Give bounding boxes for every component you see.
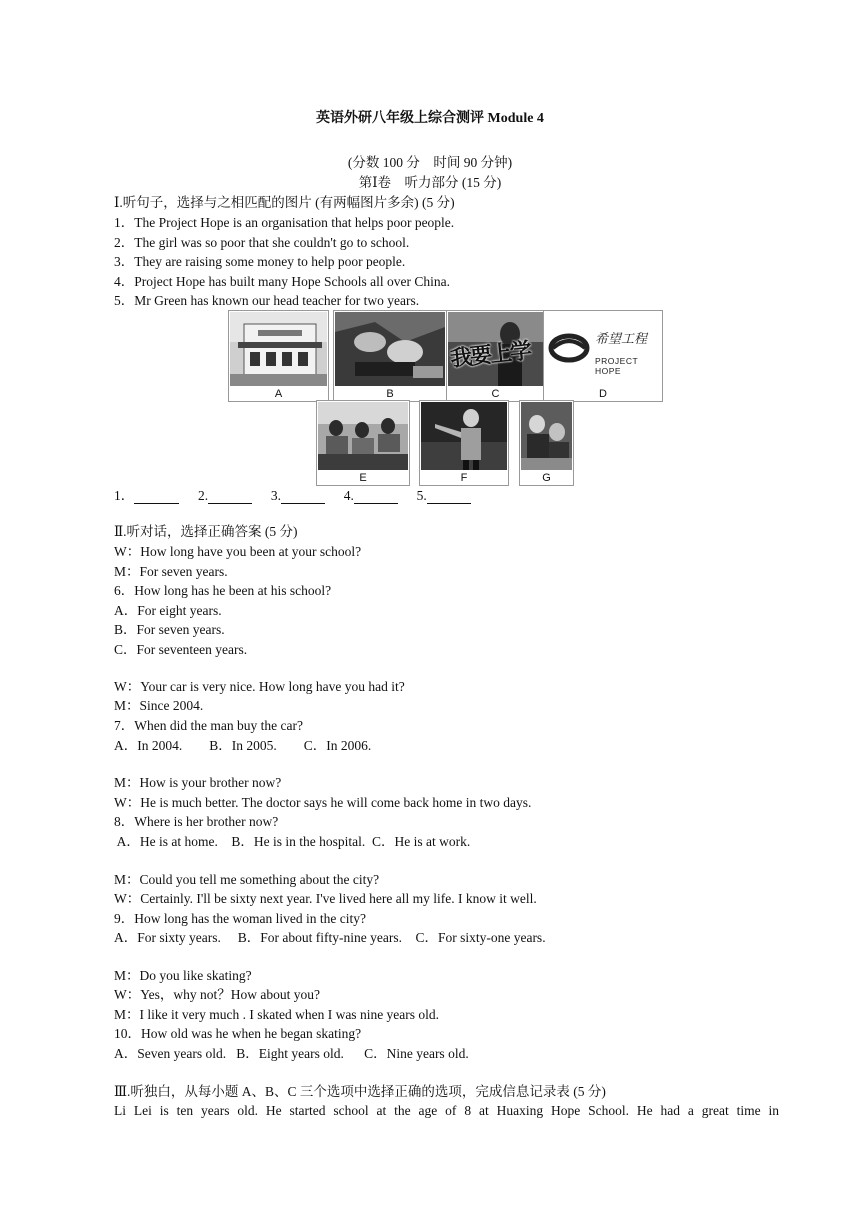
picture-g — [519, 400, 574, 486]
score-time-info: (分数 100 分 时间 90 分钟) — [347, 155, 513, 170]
picture-d — [543, 310, 663, 402]
picture-a-label: A — [274, 388, 283, 400]
classroom-image — [318, 402, 408, 470]
sentence-3: 3．They are raising some money to help poor people. — [114, 254, 406, 269]
donation-image — [335, 312, 445, 386]
child-studying-image — [521, 402, 572, 470]
section3-heading: Ⅲ.听独白，从每小题 A、B、C 三个选项中选择正确的选项，完成信息记录表 (5 分) — [114, 1084, 606, 1099]
question-9: 9．How long has the woman lived in the city? — [114, 911, 366, 926]
answer-3-blank[interactable] — [281, 490, 325, 504]
sentence-2: 2．The girl was so poor that she couldn't go to school. — [114, 235, 410, 250]
question-7: 7．When did the man buy the car? — [114, 718, 303, 733]
option-line: A．For sixty years. B．For about fifty-nine years. C．For sixty-one years. — [114, 930, 546, 945]
picture-e-label: E — [359, 472, 367, 484]
answer-1-number: 1． — [114, 488, 135, 503]
dialog-line: W：Your car is very nice. How long have you had it? — [114, 679, 405, 694]
answer-3-number: 3. — [270, 488, 281, 503]
project-hope-chinese-logo: 希望工程 — [595, 332, 648, 347]
answer-2-blank[interactable] — [208, 490, 252, 504]
picture-b — [333, 310, 447, 402]
dialog-line: M：Do you like skating? — [114, 968, 252, 983]
sentence-5: 5．Mr Green has known our head teacher for two years. — [114, 293, 420, 308]
answer-5-number: 5. — [416, 488, 427, 503]
picture-c — [446, 310, 545, 402]
school-building-image — [230, 312, 327, 386]
picture-d-label: D — [599, 388, 607, 400]
project-hope-logo-text: PROJECT HOPE — [595, 356, 639, 376]
dialog-line: M：How is your brother now? — [114, 775, 282, 790]
picture-c-calligraphy: 我要上学 — [449, 338, 532, 373]
answer-4-number: 4. — [343, 488, 354, 503]
picture-b-label: B — [386, 388, 394, 400]
picture-a — [228, 310, 329, 402]
dialog-line: M：For seven years. — [114, 564, 228, 579]
answer-1-blank[interactable] — [134, 490, 179, 504]
section3-passage: Li Lei is ten years old. He started school at the age of 8 at Huaxing Hope School. He had a great time in — [114, 1103, 779, 1118]
answer-4-blank[interactable] — [354, 490, 398, 504]
answer-blanks — [114, 487, 471, 504]
answer-2-number: 2. — [198, 488, 209, 503]
option-line: C．For seventeen years. — [114, 642, 248, 657]
picture-e — [316, 400, 410, 486]
dialog-line: W：He is much better. The doctor says he will come back home in two days. — [114, 795, 532, 810]
question-10: 10．How old was he when he began skating? — [114, 1026, 362, 1041]
dialog-line: M：Could you tell me something about the city? — [114, 872, 380, 887]
answer-5-blank[interactable] — [427, 490, 471, 504]
option-line: A．He is at home. B．He is in the hospital. C．He is at work. — [114, 834, 471, 849]
sentence-1: 1．The Project Hope is an organisation that helps poor people. — [114, 215, 455, 230]
sentence-4: 4．Project Hope has built many Hope Schools all over China. — [114, 274, 450, 289]
dialog-line: M：I like it very much . I skated when I was nine years old. — [114, 1007, 440, 1022]
option-line: A．In 2004. B．In 2005. C．In 2006. — [114, 738, 372, 753]
option-line: B．For seven years. — [114, 622, 225, 637]
section2-heading: Ⅱ.听对话，选择正确答案 (5 分) — [114, 524, 298, 539]
option-line: A．For eight years. — [114, 603, 222, 618]
picture-f-label: F — [460, 472, 468, 484]
dialog-line: W：Certainly. I'll be sixty next year. I've lived here all my life. I know it well. — [114, 891, 537, 906]
question-6: 6．How long has he been at his school? — [114, 583, 332, 598]
page-title: 英语外研八年级上综合测评 Module 4 — [316, 111, 544, 126]
dialog-line: W：Yes，why not？How about you? — [114, 987, 320, 1002]
option-line: A．Seven years old. B．Eight years old. C．Nine years old. — [114, 1046, 469, 1061]
picture-c-label: C — [491, 388, 500, 400]
volume-heading: 第Ⅰ卷 听力部分 (15 分) — [358, 175, 502, 190]
question-8: 8．Where is her brother now? — [114, 814, 279, 829]
dialog-line: W：How long have you been at your school? — [114, 544, 362, 559]
picture-f — [419, 400, 509, 486]
dialog-line: M：Since 2004. — [114, 698, 204, 713]
section1-heading: Ⅰ.听句子，选择与之相匹配的图片 (有两幅图片多余) (5 分) — [114, 195, 455, 210]
teacher-image — [421, 402, 507, 470]
picture-g-label: G — [542, 472, 551, 484]
